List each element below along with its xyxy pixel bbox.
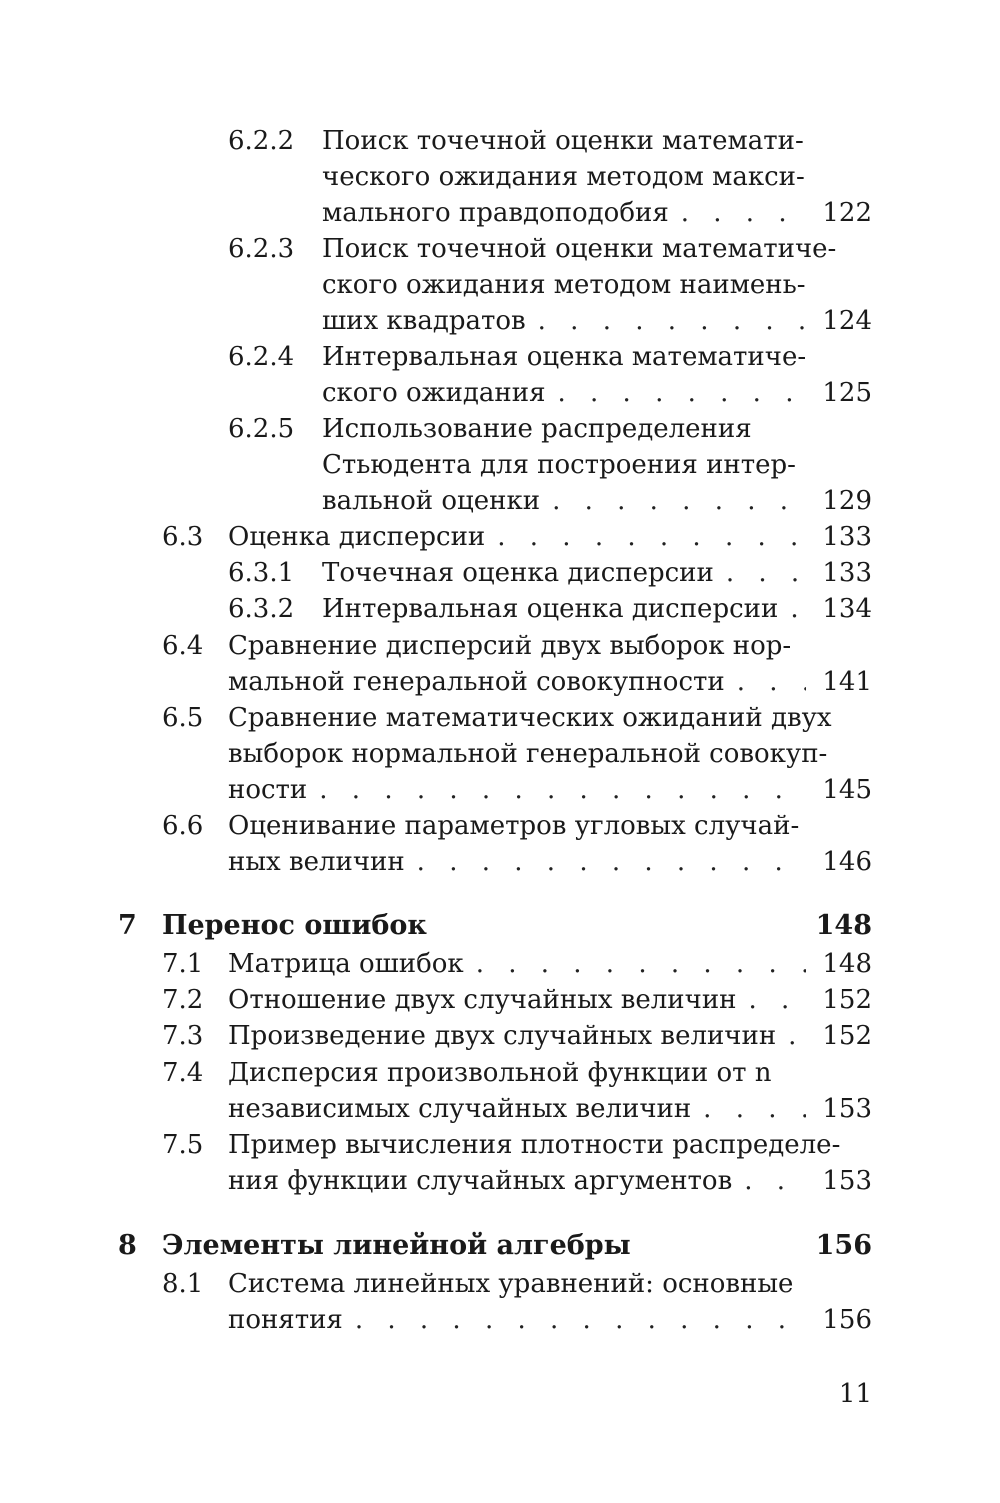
- toc-entry-7-2[interactable]: [0, 982, 1000, 1018]
- chapter-page: 156: [815, 1230, 872, 1261]
- entry-title-line: ского ожидания методом наимень-: [322, 270, 806, 300]
- entry-number: 8.1: [162, 1269, 204, 1299]
- chapter-title: Перенос ошибок: [162, 910, 427, 941]
- entry-title-line: Дисперсия произвольной функции от n: [228, 1058, 772, 1088]
- toc-entry-7-3[interactable]: [0, 1018, 1000, 1054]
- leader-dots: [417, 844, 806, 880]
- leader-dots: [726, 555, 806, 591]
- entry-number: 7.4: [162, 1058, 204, 1088]
- entry-title-line: Сравнение дисперсий двух выборок нор-: [228, 631, 792, 661]
- entry-title-line: Поиск точечной оценки математи-: [322, 126, 804, 156]
- chapter-page: 148: [815, 910, 872, 941]
- entry-title-line: выборок нормальной генеральной совокуп-: [228, 739, 828, 769]
- chapter-number: 8: [118, 1230, 137, 1261]
- entry-title-line: Произведение двух случайных величин: [228, 1021, 777, 1051]
- toc-entry-7-1[interactable]: [0, 946, 1000, 982]
- leader-dots: [497, 519, 806, 555]
- leader-dots: [319, 772, 806, 808]
- toc-entry-7-5-last: [0, 1163, 1000, 1199]
- entry-title-line: Использование распределения: [322, 414, 752, 444]
- leader-dots: [744, 1163, 806, 1199]
- entry-number: 6.2.2: [228, 126, 295, 156]
- entry-page: 152: [822, 985, 872, 1015]
- entry-title-line: Стьюдента для построения интер-: [322, 450, 796, 480]
- entry-page: 156: [822, 1305, 872, 1335]
- entry-number: 6.4: [162, 631, 204, 661]
- entry-title-line: Система линейных уравнений: основные: [228, 1269, 794, 1299]
- leader-dots: [552, 483, 806, 519]
- entry-page: 125: [822, 378, 872, 408]
- leader-dots: [355, 1302, 806, 1338]
- entry-number: 7.1: [162, 949, 204, 979]
- toc-entry-6-2-3-last: [0, 303, 1000, 339]
- chapter-number: 7: [118, 910, 137, 941]
- entry-title-line: Поиск точечной оценки математиче-: [322, 234, 837, 264]
- entry-title-line: Точечная оценка дисперсии: [322, 558, 714, 588]
- entry-number: 6.3: [162, 522, 204, 552]
- entry-page: 148: [822, 949, 872, 979]
- entry-page: 141: [822, 667, 872, 697]
- entry-page: 133: [822, 558, 872, 588]
- entry-title-line: понятия: [228, 1305, 343, 1335]
- entry-title-line: ших квадратов: [322, 306, 526, 336]
- entry-title-line: Матрица ошибок: [228, 949, 464, 979]
- toc-entry-6-2-5-last: [0, 483, 1000, 519]
- entry-page: 146: [822, 847, 872, 877]
- entry-title-line: Пример вычисления плотности распределе-: [228, 1130, 841, 1160]
- leader-dots: [749, 982, 807, 1018]
- toc-entry-6-6-last: [0, 844, 1000, 880]
- entry-number: 6.6: [162, 811, 204, 841]
- toc-entry-8-1-last: [0, 1302, 1000, 1338]
- toc-entry-6-3-2[interactable]: [0, 591, 1000, 627]
- entry-number: 6.2.5: [228, 414, 295, 444]
- entry-page: 145: [822, 775, 872, 805]
- toc-entry-6-4-last: [0, 664, 1000, 700]
- toc-entry-7-4-last: [0, 1091, 1000, 1127]
- page-number: 11: [838, 1379, 872, 1409]
- entry-number: 7.2: [162, 985, 204, 1015]
- entry-title-line: ности: [228, 775, 308, 805]
- toc-entry-6-2-2-last: [0, 195, 1000, 231]
- entry-title-line: ных величин: [228, 847, 405, 877]
- entry-title-line: Интервальная оценка математиче-: [322, 342, 807, 372]
- entry-title-line: Сравнение математических ожиданий двух: [228, 703, 832, 733]
- leader-dots: [703, 1091, 806, 1127]
- entry-title-line: ния функции случайных аргументов: [228, 1166, 733, 1196]
- entry-number: 6.2.3: [228, 234, 295, 264]
- entry-number: 6.3.2: [228, 594, 295, 624]
- entry-title-line: Интервальная оценка дисперсии: [322, 594, 779, 624]
- entry-number: 7.5: [162, 1130, 204, 1160]
- toc-chapter-7[interactable]: [0, 906, 1000, 946]
- leader-dots: [737, 664, 806, 700]
- entry-page: 152: [822, 1021, 872, 1051]
- leader-dots: [790, 591, 806, 627]
- entry-page: 133: [822, 522, 872, 552]
- entry-page: 129: [822, 486, 872, 516]
- entry-page: 124: [822, 306, 872, 336]
- entry-title-line: Оценивание параметров угловых случай-: [228, 811, 800, 841]
- entry-number: 6.5: [162, 703, 204, 733]
- entry-page: 153: [822, 1166, 872, 1196]
- entry-number: 6.2.4: [228, 342, 295, 372]
- toc-chapter-8[interactable]: [0, 1226, 1000, 1266]
- leader-dots: [557, 375, 806, 411]
- entry-title-line: мального правдоподобия: [322, 198, 669, 228]
- entry-title-line: ческого ожидания методом макси-: [322, 162, 805, 192]
- toc-entry-6-3[interactable]: [0, 519, 1000, 555]
- entry-page: 153: [822, 1094, 872, 1124]
- chapter-title: Элементы линейной алгебры: [162, 1230, 631, 1261]
- leader-dots: [538, 303, 806, 339]
- toc-entry-6-5-last: [0, 772, 1000, 808]
- entry-title-line: мальной генеральной совокупности: [228, 667, 725, 697]
- entry-title-line: Оценка дисперсии: [228, 522, 486, 552]
- leader-dots: [788, 1018, 806, 1054]
- entry-page: 122: [822, 198, 872, 228]
- entry-page: 134: [822, 594, 872, 624]
- entry-title-line: Отношение двух случайных величин: [228, 985, 737, 1015]
- entry-title-line: вальной оценки: [322, 486, 541, 516]
- toc-entry-6-3-1[interactable]: [0, 555, 1000, 591]
- entry-title-line: независимых случайных величин: [228, 1094, 692, 1124]
- entry-number: 7.3: [162, 1021, 204, 1051]
- entry-number: 6.3.1: [228, 558, 295, 588]
- leader-dots: [681, 195, 806, 231]
- leader-dots: [476, 946, 806, 982]
- entry-title-line: ского ожидания: [322, 378, 546, 408]
- toc-entry-6-2-4-last: [0, 375, 1000, 411]
